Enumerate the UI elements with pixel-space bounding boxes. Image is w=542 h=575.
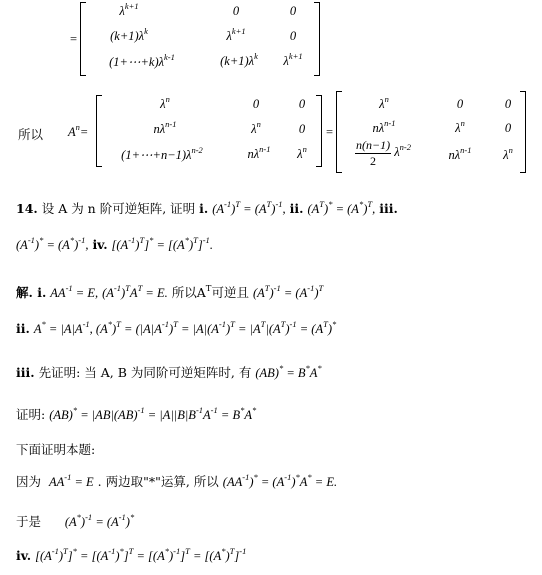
matrix-cell: 0 [504,97,512,111]
thus-label: 于是 [16,514,42,529]
part-label: iv. [92,237,108,252]
solution-iv [16,548,246,564]
matrix-cell: $\lambda^{k+1}$ [226,26,246,43]
because-expr: $AA^{-1} = E$ [48,472,94,489]
matrix-cell: 0 [504,121,512,135]
solution-i [16,283,323,301]
problem-statement-cont [16,237,213,253]
so-label: 所以 [18,127,44,142]
solution-label: iv. [16,548,32,563]
matrix-cell: $n\lambda^{n-1}$ [372,118,396,135]
matrix-cell: $\lambda^n$ [503,145,513,162]
matrix-cell: 0 [289,29,297,43]
matrix-cell: $(k+1)\lambda^k$ [110,26,148,43]
lhs-expr: $A^n=$ [68,122,89,139]
part-label: i. [199,201,209,216]
right-bracket [314,2,320,76]
matrix-b [336,91,526,173]
matrix-cell: $\lambda^n$ [251,119,261,136]
equals-sign: = [70,32,78,46]
matrix-cell: $\lambda^n$ [455,118,465,135]
matrix-cell: $(k+1)\lambda^k$ [220,51,258,68]
matrix-cell: 0 [456,97,464,111]
proof-expr: $(AB)^* = |AB|(AB)^{-1} = |A||B|B^{-1}A^{-1} = B^*A^*$ [49,405,257,422]
fraction-numerator: n(n−1) [356,138,391,152]
fraction-tail: $\lambda^{n-2}$ [394,142,411,160]
matrix-cell: $n\lambda^{n-1}$ [448,145,472,162]
thus-expr: $(A^*)^{-1} = (A^{-1})^*$ [64,512,135,529]
left-bracket [336,91,342,173]
solution-expr: $[(A^{-1})^T]^* = [(A^{-1})^*]^T = [(A^*)^{-1}]^T = [(A^*)^T]^{-1}$ [35,546,247,563]
matrix-cell: $n\lambda^{n-1}$ [153,119,177,136]
part-iv-expr: $[(A^{-1})^T]^* = [(A^*)^T]^{-1}$. [111,235,213,252]
right-bracket [316,95,322,167]
left-bracket [80,2,86,76]
part-label: iii. [379,201,398,216]
solution-iii [16,363,322,381]
fraction-denominator: 2 [370,154,377,168]
matrix-cell: $\lambda^{k+1}$ [119,1,139,18]
matrix-1 [80,2,320,76]
solution-text: 先证明: 当 A, B 为同阶可逆矩阵时, 有 [38,365,252,380]
because-text: . 两边取"*"运算, 所以 [97,474,219,489]
right-bracket [520,91,526,173]
solution-text: 所以$A^T$可逆且 [171,284,249,300]
solution-label: 解. i. [16,285,47,300]
matrix-cell: $\lambda^{k+1}$ [283,51,303,68]
left-bracket [96,95,102,167]
equals-sign: = [326,125,334,139]
matrix-cell: $\lambda^n$ [160,94,170,111]
matrix-cell: $(1+\cdots+n-1)\lambda^{n-2}$ [121,145,203,162]
matrix-cell: 0 [289,4,297,18]
next-heading: 下面证明本题: [16,442,96,457]
part-iii-expr: $(A^{-1})^* = (A^*)^{-1}$, [16,235,89,252]
fraction-cell [355,138,411,169]
solution-expr: $(A^{-1})^TA^T = E$. [102,283,168,300]
because-label: 因为 [16,474,42,489]
matrix-cell: 0 [298,97,306,111]
part-label: ii. [289,201,304,216]
problem-number: 14. [16,201,38,216]
matrix-cell: $(1+\cdots+k)\lambda^{k-1}$ [109,52,175,69]
solution-expr: $AA^{-1} = E$, [50,283,99,300]
solution-label: iii. [16,365,35,380]
matrix-cell: 0 [232,4,240,18]
matrix-cell: 0 [252,97,260,111]
proof-label: 证明: [16,407,46,422]
solution-label: ii. [16,321,30,336]
solution-expr: $A^* = |A|A^{-1}$, $(A^*)^T = (|A|A^{-1})^T = |A|(A^{-1})^T = |A^T|(A^T)^{-1} = (A^T)^*$ [33,319,337,336]
solution-expr: $(A^T)^{-1} = (A^{-1})^T$ [252,283,324,300]
problem-text: 设 A 为 n 阶可逆矩阵, 证明 [41,201,196,216]
matrix-cell: $\lambda^n$ [379,94,389,111]
part-ii-expr: $(A^T)^* = (A^*)^T$, [307,199,376,216]
matrix-cell: $n\lambda^{n-1}$ [247,144,271,161]
because-line [16,472,337,490]
matrix-cell: $\lambda^n$ [297,144,307,161]
thus-line [16,512,134,530]
because-expr: $(AA^{-1})^* = (A^{-1})^*A^* = E$. [222,472,338,489]
matrix-cell: 0 [298,122,306,136]
solution-expr: (AB)* = B*A* [255,363,322,380]
problem-statement [16,199,398,217]
matrix-a [96,95,322,167]
solution-ii [16,321,336,337]
part-i-expr: $(A^{-1})^T = (A^T)^{-1}$, [212,199,286,216]
proof-line [16,405,256,423]
